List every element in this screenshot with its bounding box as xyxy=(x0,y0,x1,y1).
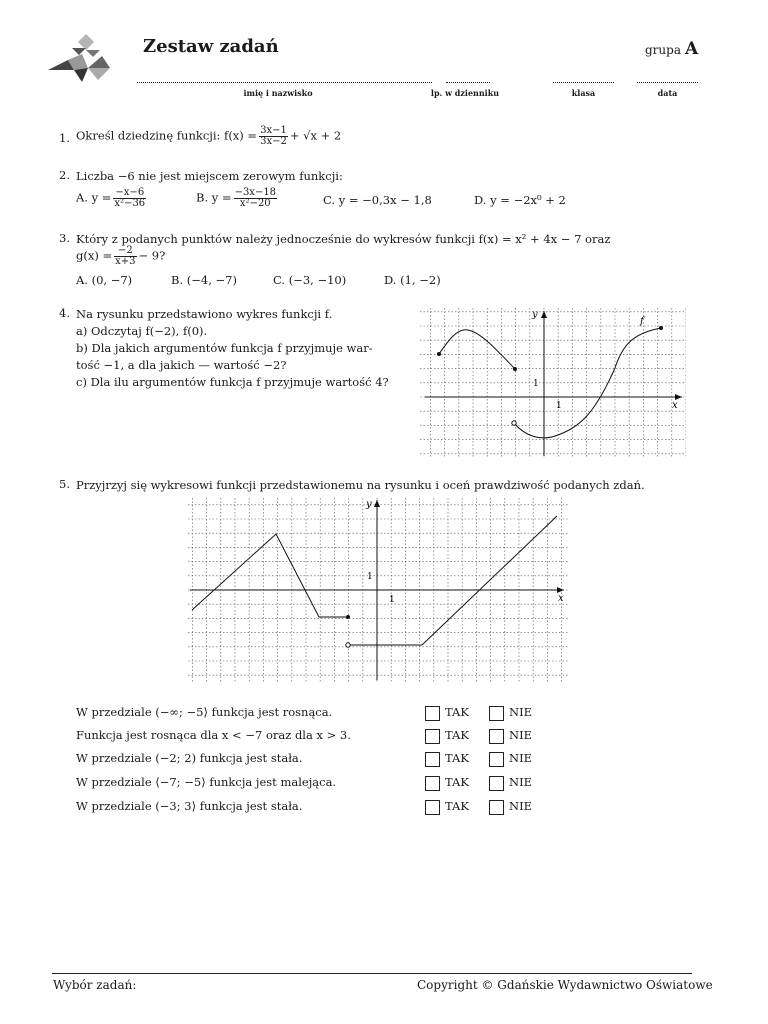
question-5-text: Przyjrzyj się wykresowi funkcji przedstawionemu na rysunku i oceń prawdziwość podanych zdań. xyxy=(76,478,645,492)
q5-function-graph xyxy=(188,498,568,682)
tak-checkbox[interactable] xyxy=(425,729,440,744)
nie-checkbox[interactable] xyxy=(489,706,504,721)
q2-option-d[interactable]: D. y = −2x⁰ + 2 xyxy=(474,193,566,207)
footer-divider xyxy=(52,973,692,974)
statement-2: Funkcja jest rosnąca dla x < −7 oraz dla x > 3. xyxy=(76,728,351,742)
q4-y-axis-label: y xyxy=(532,309,538,320)
q4-x-unit: 1 xyxy=(556,401,562,411)
q2-option-b[interactable]: B. y = $\frac{-3x-18}{\text{x²−20}}$ xyxy=(196,187,277,209)
nie-label: NIE xyxy=(509,799,532,813)
nie-label: NIE xyxy=(509,775,532,789)
tak-checkbox[interactable] xyxy=(425,752,440,767)
q4-x-axis-label: x xyxy=(672,400,678,411)
q5-x-axis-label: x xyxy=(558,593,564,604)
nie-label: NIE xyxy=(509,705,532,719)
q4-y-unit: 1 xyxy=(533,379,539,389)
tak-label: TAK xyxy=(445,751,469,765)
q5-y-unit: 1 xyxy=(367,572,373,582)
register-number-field[interactable] xyxy=(446,74,490,83)
question-number: 3. xyxy=(59,231,70,245)
question-number: 4. xyxy=(59,306,70,320)
q3-option-b[interactable]: B. (−4, −7) xyxy=(171,273,237,287)
page-title: Zestaw zadań xyxy=(143,36,279,57)
statement-5: W przedziale (−3; 3⟩ funkcja jest stała. xyxy=(76,799,303,813)
q2-option-c[interactable]: C. y = −0,3x − 1,8 xyxy=(323,193,432,207)
nie-checkbox[interactable] xyxy=(489,752,504,767)
tak-label: TAK xyxy=(445,799,469,813)
statement-1: W przedziale (−∞; −5⟩ funkcja jest rosnąca. xyxy=(76,705,333,719)
publisher-logo xyxy=(48,34,114,86)
statement-3: W przedziale (−2; 2) funkcja jest stała. xyxy=(76,751,303,765)
date-field[interactable] xyxy=(637,74,698,83)
question-3-text: Który z podanych punktów należy jednocześnie do wykresów funkcji f(x) = x² + 4x − 7 oraz xyxy=(76,232,611,246)
footer-copyright: Copyright © Gdańskie Wydawnictwo Oświatowe xyxy=(417,978,713,992)
question-number: 1. xyxy=(59,131,70,145)
question-2-text: Liczba −6 nie jest miejscem zerowym funkcji: xyxy=(76,169,343,183)
question-1: Określ dziedzinę funkcji: f(x) = $\frac{3x-1}{3x-2}$ + √x + 2 xyxy=(76,125,342,147)
class-field[interactable] xyxy=(553,74,614,83)
nie-label: NIE xyxy=(509,728,532,742)
footer-left: Wybór zadań: xyxy=(53,978,137,992)
name-field[interactable] xyxy=(137,74,432,83)
q2-option-a[interactable]: A. y = $\frac{-x-6}{\text{x²−36}}$ xyxy=(76,187,146,209)
register-number-label: lp. w dzienniku xyxy=(430,88,500,98)
q5-x-unit: 1 xyxy=(389,595,395,605)
statement-4: W przedziale ⟨−7; −5⟩ funkcja jest malejąca. xyxy=(76,775,337,789)
nie-checkbox[interactable] xyxy=(489,776,504,791)
name-label: imię i nazwisko xyxy=(243,88,313,98)
tak-checkbox[interactable] xyxy=(425,776,440,791)
q5-y-axis-label: y xyxy=(366,499,372,510)
q4-f-label: f xyxy=(640,316,644,327)
date-label: data xyxy=(657,88,678,98)
tak-checkbox[interactable] xyxy=(425,800,440,815)
nie-checkbox[interactable] xyxy=(489,800,504,815)
tak-label: TAK xyxy=(445,775,469,789)
tak-checkbox[interactable] xyxy=(425,706,440,721)
question-4-text: Na rysunku przedstawiono wykres funkcji f. a) Odczytaj f(−2), f(0). b) Dla jakich argumentów funkcja f przyjmuje war- tość −1, a dla jakich — wartość −2? c) Dla ilu argumentów funkcja f przyjmuje wartość 4? xyxy=(76,307,389,389)
tak-label: TAK xyxy=(445,728,469,742)
q4-function-graph xyxy=(420,308,686,458)
group-indicator: grupa A xyxy=(645,39,699,59)
nie-label: NIE xyxy=(509,751,532,765)
nie-checkbox[interactable] xyxy=(489,729,504,744)
tak-label: TAK xyxy=(445,705,469,719)
q3-option-c[interactable]: C. (−3, −10) xyxy=(273,273,347,287)
question-3-g: g(x) = $\frac{-2}{x+3}$ − 9? xyxy=(76,245,166,267)
q3-option-d[interactable]: D. (1, −2) xyxy=(384,273,441,287)
q3-option-a[interactable]: A. (0, −7) xyxy=(76,273,133,287)
question-number: 5. xyxy=(59,477,70,491)
question-number: 2. xyxy=(59,168,70,182)
class-label: klasa xyxy=(571,88,596,98)
